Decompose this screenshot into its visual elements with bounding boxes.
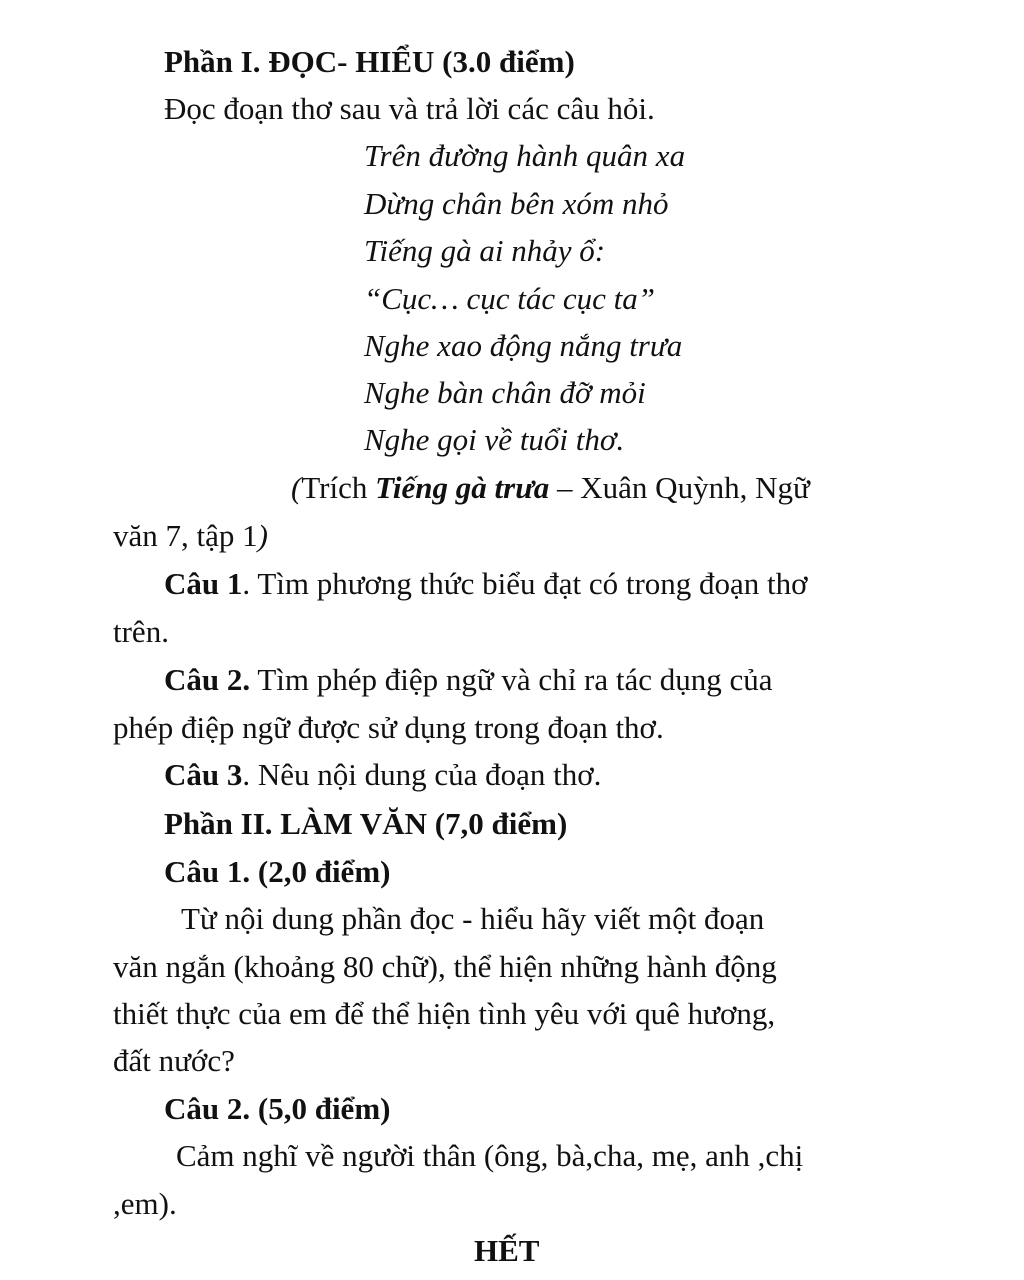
part2-q1-line: Từ nội dung phần đọc - hiểu hãy viết một đoạn [181, 901, 765, 936]
question-2 [164, 664, 773, 695]
part2-q1-line: văn ngắn (khoảng 80 chữ), thể hiện những hành động [113, 949, 777, 984]
poem-line: Dừng chân bên xóm nhỏ [364, 186, 669, 221]
question-1-label: Câu 1 [164, 566, 243, 601]
poem-line: Nghe gọi về tuổi thơ. [364, 422, 625, 457]
question-3 [164, 759, 601, 790]
question-1-text: . Tìm phương thức biểu đạt có trong đoạn thơ [242, 566, 808, 601]
source-open-paren: ( [291, 470, 302, 505]
question-2-text: Tìm phép điệp ngữ và chỉ ra tác dụng của [250, 662, 773, 697]
source-title: Tiếng gà trưa [375, 470, 550, 505]
question-1 [164, 568, 808, 599]
poem-line: Nghe xao động nắng trưa [364, 328, 683, 363]
poem-line: Nghe bàn chân đỡ mỏi [364, 375, 646, 410]
part2-q1-line: đất nước? [113, 1043, 235, 1078]
poem-source-continuation [113, 520, 268, 551]
source-line2: văn 7, tập 1 [113, 518, 258, 553]
part2-q1-line: thiết thực của em để thể hiện tình yêu với quê hương, [113, 996, 776, 1031]
source-suffix: – Xuân Quỳnh, Ngữ [549, 470, 810, 505]
poem-line: Trên đường hành quân xa [364, 138, 686, 173]
question-1-continuation: trên. [113, 614, 169, 649]
source-prefix: Trích [301, 470, 376, 505]
part2-heading: Phần II. LÀM VĂN (7,0 điểm) [164, 806, 568, 841]
part2-q2-heading: Câu 2. (5,0 điểm) [164, 1091, 391, 1126]
question-2-label: Câu 2. [164, 662, 251, 697]
part2-q2-line: ,em). [113, 1186, 177, 1221]
source-close-paren: ) [257, 518, 268, 553]
poem-line: “Cục… cục tác cục ta” [364, 281, 656, 316]
end-text: HẾT [474, 1233, 540, 1268]
part2-q1-heading: Câu 1. (2,0 điểm) [164, 854, 391, 889]
part2-q2-line: Cảm nghĩ về người thân (ông, bà,cha, mẹ, anh ,chị [176, 1138, 804, 1173]
question-2-continuation: phép điệp ngữ được sử dụng trong đoạn thơ. [113, 710, 664, 745]
question-3-text: . Nêu nội dung của đoạn thơ. [242, 757, 602, 792]
question-3-label: Câu 3 [164, 757, 243, 792]
poem-line: Tiếng gà ai nhảy ổ: [364, 233, 606, 268]
part1-instruction: Đọc đoạn thơ sau và trả lời các câu hỏi. [164, 91, 655, 126]
poem-source [291, 472, 810, 503]
part1-heading: Phần I. ĐỌC- HIỂU (3.0 điểm) [164, 44, 575, 79]
